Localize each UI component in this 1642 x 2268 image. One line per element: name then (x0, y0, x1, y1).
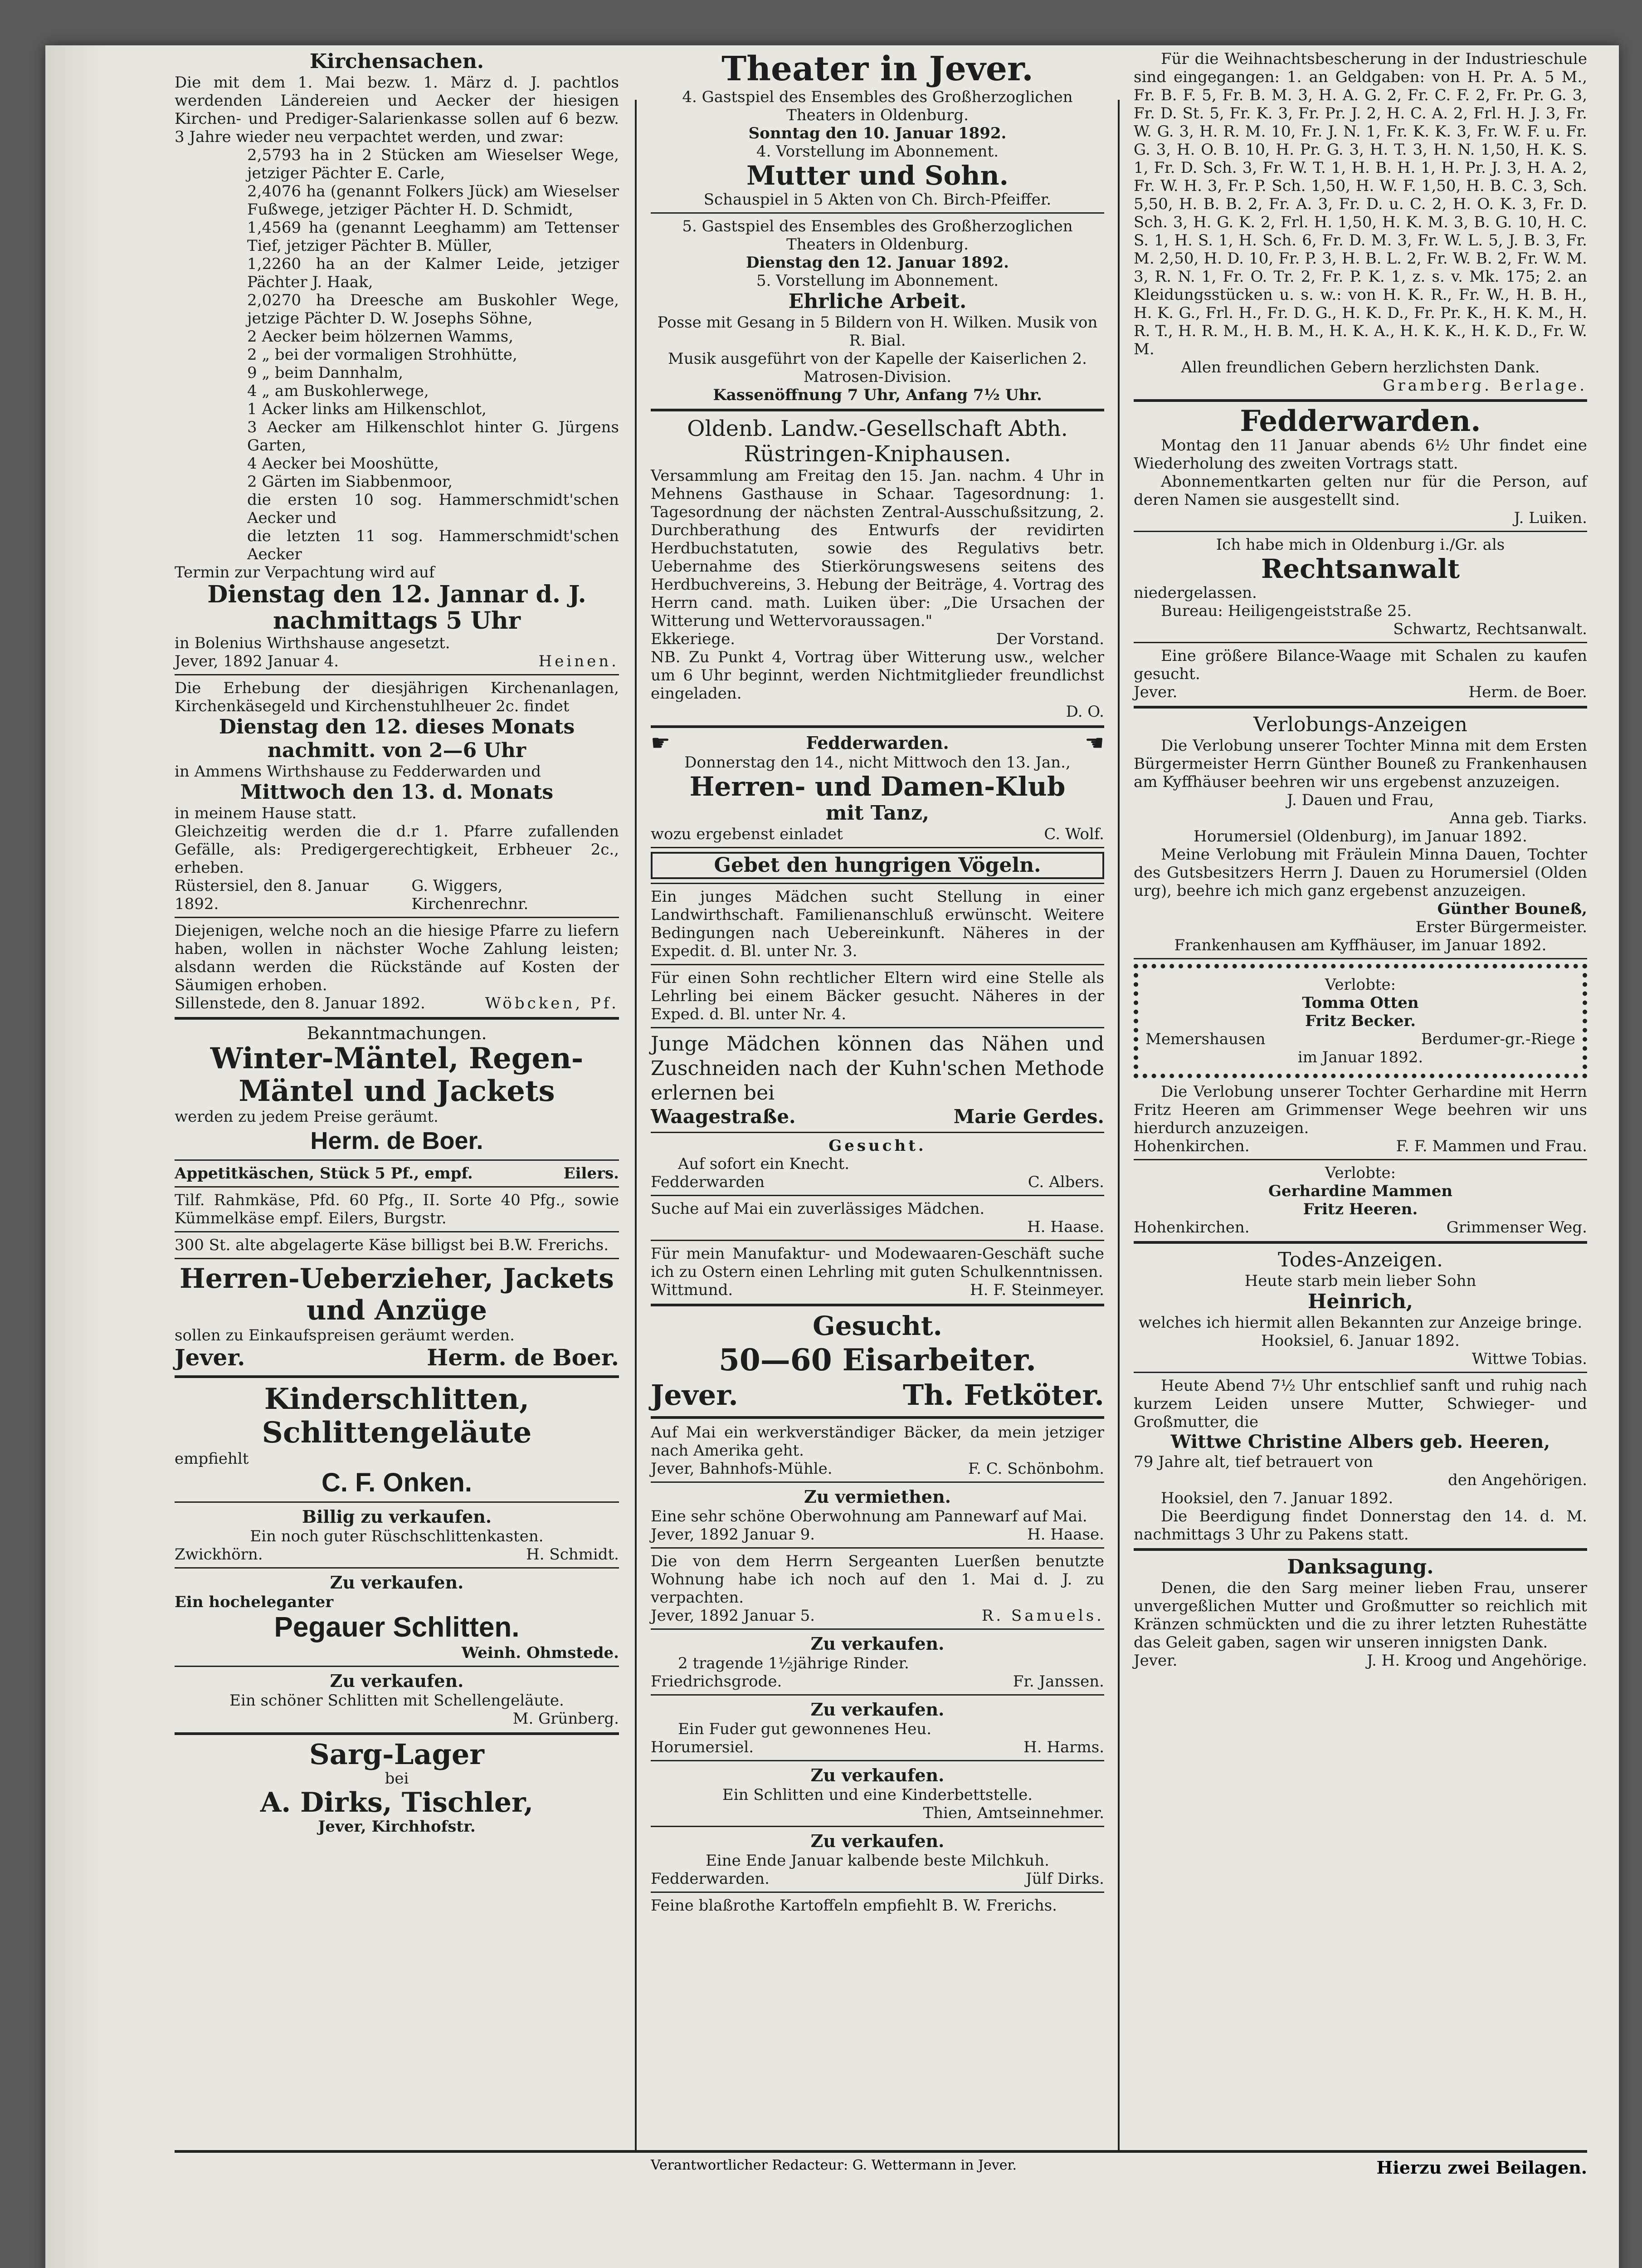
baecker-signature (651, 1460, 1104, 1478)
herren-signature (175, 1344, 619, 1371)
kirchen-signature (175, 652, 619, 670)
kirchen-item: 1,2260 ha an der Kalmer Leide, jetziger Pächter J. Haak, (247, 255, 619, 291)
verlobte-box (1134, 964, 1587, 1078)
fedd-left: wozu ergebenst einladet (651, 825, 843, 843)
kirchen-item: 2,5793 ha in 2 Stücken am Wieselser Wege, jetziger Pächter E. Carle, (247, 146, 619, 182)
kirchen-item: 2,0270 ha Dreesche am Buskohler Wege, jetzige Pächter D. W. Josephs Söhne, (247, 291, 619, 327)
waage-left: Jever. (1134, 683, 1178, 701)
kirchen-item: 1 Acker links am Hilkenschlot, (247, 400, 487, 418)
verk1-title: Zu verkaufen. (330, 1572, 464, 1593)
kirchen-item: 4 „ am Buskohlerwege, (247, 382, 429, 400)
winter-name: Herm. de Boer. (310, 1127, 483, 1154)
anwalt-intro: Ich habe mich in Oldenburg i./Gr. als (1216, 536, 1505, 554)
gast5-abo: 5. Vorstellung im Abonnement. (756, 272, 999, 290)
baecker-left: Jever, Bahnhofs-Mühle. (651, 1460, 833, 1478)
winter-title: Winter-Mäntel, Regen-Mäntel und Jackets (210, 1041, 584, 1108)
oldenb-right: Der Vorstand. (996, 630, 1104, 648)
pointing-hand-icon: ☛ (651, 730, 671, 756)
anwalt-buero: Bureau: Heiligengeiststraße 25. (1161, 602, 1412, 620)
verm-title: Zu vermiethen. (804, 1486, 951, 1507)
fedd3-text2: Abonnementkarten gelten nur für die Person, auf deren Namen sie ausgestellt sind. (1134, 473, 1587, 509)
herren-text: sollen zu Einkaufspreisen geräumt werden. (175, 1326, 515, 1344)
dank-text: Denen, die den Sarg meiner lieben Frau, unserer unvergeßlichen Mutter und Großmutter so reichlich mit Kränzen schmückten und die zu ihrer letzten Ruhestätte das Geleit gaben, sagen wir unseren innigsten Dank. (1134, 1579, 1587, 1652)
box-places (1145, 1030, 1575, 1048)
v3-title: Zu verkaufen. (810, 1765, 945, 1785)
junge-left: Waagestraße. (651, 1105, 796, 1128)
rule (175, 1732, 619, 1735)
kirchen-item: 2 Aecker beim hölzernen Wamms, (247, 327, 513, 346)
rule (651, 409, 1104, 411)
gesucht1-title: Gesucht. (828, 1137, 926, 1155)
box-head: Verlobte: (1325, 976, 1396, 994)
v1-title: Zu verkaufen. (810, 1633, 945, 1654)
verl4-right: Grimmenser Weg. (1446, 1218, 1587, 1237)
column-divider-right (1118, 100, 1120, 2150)
v1-right: Fr. Janssen. (1013, 1672, 1104, 1691)
column-2 (651, 50, 1104, 1915)
rule (651, 1628, 1104, 1630)
tod2-sign: den Angehörigen. (1447, 1471, 1587, 1489)
verl-title: Verlobungs-Anzeigen (1253, 713, 1467, 736)
column-divider-left (635, 100, 637, 2150)
junge-right: Marie Gerdes. (953, 1105, 1104, 1128)
sohn-text: Für einen Sohn rechtlicher Eltern wird eine Stelle als Lehrling bei einem Bäcker gesucht. Näheres in der Exped. d. Bl. unter Nr. 4. (651, 969, 1104, 1023)
v4-right: Jülf Dirks. (1025, 1870, 1104, 1888)
anwalt-title: Rechtsanwalt (1261, 553, 1460, 584)
rule (175, 1567, 619, 1569)
verm-left: Jever, 1892 Januar 9. (651, 1525, 815, 1544)
verl2-text: Meine Verlobung mit Fräulein Minna Dauen, Tochter des Gutsbesitzers Herrn J. Dauen zu Horumersiel (Olden urg), beehre ich mich ganz ergebenst anzuzeigen. (1134, 846, 1587, 900)
rule (1134, 1372, 1587, 1373)
v3-sign: Thien, Amtseinnehmer. (923, 1804, 1104, 1822)
erhebung-sign-right: G. Wiggers, Kirchenrechnr. (411, 877, 529, 913)
kirchen-item: die ersten 10 sog. Hammerschmidt'schen Aecker und (247, 491, 619, 527)
rule (651, 1694, 1104, 1696)
appetit-ad (175, 1164, 619, 1183)
billig-title: Billig zu verkaufen. (302, 1506, 492, 1527)
verl2-sign2: Erster Bürgermeister. (1415, 918, 1587, 936)
manuf-right: H. F. Steinmeyer. (970, 1281, 1104, 1299)
fedd-title: Fedderwarden. (806, 733, 949, 753)
kinder-name: C. F. Onken. (322, 1468, 472, 1497)
tod2-date: Hooksiel, den 7. Januar 1892. (1161, 1489, 1394, 1507)
rule (1134, 706, 1587, 709)
waage-text: Eine größere Bilance-Waage mit Schalen zu kaufen gesucht. (1134, 647, 1587, 683)
sarg-title: Sarg-Lager (309, 1738, 484, 1771)
verk2-title: Zu verkaufen. (330, 1671, 464, 1691)
verm-signature (651, 1525, 1104, 1544)
verl4-signature (1134, 1218, 1587, 1237)
pfarre-sign-right: Wöbcken, Pf. (485, 994, 619, 1012)
oldenb-nb: NB. Zu Punkt 4, Vortrag über Witterung usw., welcher um 6 Uhr beginnt, werden Nichtmitglieder freundlichst eingeladen. (651, 648, 1104, 703)
fedd-signature (651, 825, 1104, 843)
oldenb-title: Oldenb. Landw.-Gesellschaft Abth. Rüstringen-Kniphausen. (687, 416, 1068, 467)
waage-signature (1134, 683, 1587, 701)
fedd-klub: Herren- und Damen-Klub (689, 771, 1066, 802)
sarg-name: A. Dirks, Tischler, (260, 1787, 534, 1818)
verl3-text: Die Verlobung unserer Tochter Gerhardine mit Herrn Fritz Heeren am Grimmenser Wege beehren wir uns hierdurch anzuzeigen. (1134, 1083, 1587, 1137)
verl3-signature (1134, 1137, 1587, 1155)
saecke-text: 300 St. alte abgelagerte Käse billigst bei B.W. Frerichs. (175, 1236, 609, 1254)
sarg-bei: bei (385, 1769, 409, 1788)
verl1-place: Horumersiel (Oldenburg), im Januar 1892. (1194, 827, 1527, 846)
verl1-sign1: J. Dauen und Frau, (1286, 791, 1434, 809)
rule (175, 1501, 619, 1503)
dank-left: Jever. (1134, 1652, 1178, 1670)
anwalt-sign: Schwartz, Rechtsanwalt. (1393, 620, 1587, 638)
dank-title: Danksagung. (1287, 1555, 1434, 1579)
rule (1134, 1548, 1587, 1551)
rule (651, 1481, 1104, 1483)
rule (175, 1375, 619, 1378)
tod-title: Todes-Anzeigen. (1277, 1248, 1443, 1271)
erhebung-text: Gleichzeitig werden die d.r 1. Pfarre zufallenden Gefälle, als: Predigergerechtigkeit, Erbheuer 2c., erheben. (175, 822, 619, 877)
gesucht2-big: 50—60 Eisarbeiter. (718, 1342, 1037, 1378)
waage-right: Herm. de Boer. (1468, 683, 1587, 701)
rule (175, 2150, 1587, 2153)
gesucht2-title: Gesucht. (813, 1310, 942, 1341)
fedd3-text: Montag den 11 Januar abends 6½ Uhr findet eine Wiederholung des zweiten Vortrags statt. (1134, 436, 1587, 473)
rule (175, 1159, 619, 1161)
kirchen-intro: Die mit dem 1. Mai bezw. 1. März d. J. pachtlos werdenden Ländereien und Aecker der hiesigen Kirchen- und Prediger-Salarienkasse sollen auf 6 bezw. 3 Jahre wieder neu verpachtet werden, und zwar: (175, 73, 619, 146)
maedchen-text: Ein junges Mädchen sucht Stellung in einer Landwirthschaft. Familienanschluß erwünscht. Weitere Bedingungen nach Uebereinkunft. Näheres in der Expedit. d. Bl. unter Nr. 3. (651, 888, 1104, 960)
footer-row (175, 2157, 1587, 2180)
rule (651, 212, 1104, 214)
verl2-place: Frankenhausen am Kyffhäuser, im Januar 1892. (1174, 936, 1547, 954)
billig-signature (175, 1545, 619, 1564)
fedd-text: Donnerstag den 14., nicht Mittwoch den 13. Jan., (684, 753, 1071, 772)
rule (651, 1240, 1104, 1241)
v3-text: Ein Schlitten und eine Kinderbettstelle. (722, 1786, 1033, 1804)
billig-left: Zwickhörn. (175, 1545, 263, 1564)
v2-text: Ein Fuder gut gewonnenes Heu. (678, 1720, 932, 1738)
verm-text: Eine sehr schöne Oberwohnung am Pannewarf auf Mai. (651, 1507, 1087, 1525)
v2-right: H. Harms. (1023, 1738, 1104, 1756)
erhebung-date2: Mittwoch den 13. d. Monats (240, 781, 554, 804)
sarg-place: Jever, Kirchhofstr. (318, 1818, 476, 1836)
pointing-hand-icon: ☛ (1084, 730, 1104, 756)
verk1-big: Pegauer Schlitten. (274, 1612, 520, 1643)
kirchen-list (175, 146, 619, 563)
rule (175, 674, 619, 675)
dank-signature (1134, 1652, 1587, 1670)
verl3-right: F. F. Mammen und Frau. (1396, 1137, 1587, 1155)
footer-beilagen: Hierzu zwei Beilagen. (1376, 2157, 1587, 2178)
oldenb-text: Versammlung am Freitag den 15. Jan. nachm. 4 Uhr in Mehnens Gasthause in Schaar. Tagesordnung: 1. Tagesordnung der nächsten Zentral-Ausschußsitzung, 2. Durchberathung des Entwurfs der revidirten Herdbuchstatuten, sowie des Regulativs betr. Uebernahme des Stierkörungswesens seitens des Herdbuchvereins, 3. Hebung der Beiträge, 4. Vortrag des Herrn cand. math. Luiken über: „Die Ursachen der Witterung und Wettervoraussagen." (651, 467, 1104, 630)
oldenb-left: Ekkeriege. (651, 630, 736, 648)
rule (1134, 1241, 1587, 1244)
manuf-text: Für mein Manufaktur- und Modewaaren-Geschäft suche ich zu Ostern einen Lehrling mit guten Schulkenntnissen. (651, 1245, 1104, 1281)
manuf-signature (651, 1281, 1104, 1299)
kirchen-item: 9 „ beim Dannhalm, (247, 364, 404, 382)
gast5-play: Ehrliche Arbeit. (788, 290, 967, 313)
box-name2: Fritz Becker. (1305, 1012, 1416, 1030)
kirchen-item: 4 Aecker bei Mooshütte, (247, 455, 439, 473)
v1-signature (651, 1672, 1104, 1691)
fedd3-sign: J. Luiken. (1514, 509, 1587, 527)
kirchen-item: 2 „ bei der vormaligen Strohhütte, (247, 346, 517, 364)
verk1-text: Ein hocheleganter (175, 1593, 334, 1611)
oldenb-signature (651, 630, 1104, 648)
baecker-right: F. C. Schönbohm. (968, 1460, 1104, 1478)
rule (175, 917, 619, 918)
verl2-sign1: Günther Bouneß, (1437, 900, 1587, 918)
rule (175, 1666, 619, 1667)
v2-left: Horumersiel. (651, 1738, 754, 1756)
rule (651, 883, 1104, 884)
rule (651, 1547, 1104, 1549)
baecker-text: Auf Mai ein werkverständiger Bäcker, da mein jetziger nach Amerika geht. (651, 1423, 1104, 1460)
rule (651, 1195, 1104, 1196)
pfarre-sign-left: Sillenstede, den 8. Januar 1892. (175, 994, 425, 1012)
gesucht2-right: Th. Fetköter. (902, 1378, 1104, 1412)
verm-right: H. Haase. (1027, 1525, 1104, 1544)
herren-title: Herren-Ueberzieher, Jackets und Anzüge (180, 1263, 614, 1326)
gesucht1-right: C. Albers. (1028, 1173, 1104, 1191)
erhebung-intro: Die Erhebung der diesjährigen Kirchenanlagen, Kirchenkäsegeld und Kirchenstuhlheuer 2c. findet (175, 679, 619, 715)
gesucht1-text: Auf sofort ein Knecht. (678, 1155, 850, 1173)
tod1-text: Heute starb mein lieber Sohn (1244, 1272, 1476, 1290)
tod2-text: Heute Abend 7½ Uhr entschlief sanft und ruhig nach kurzem Leiden unsere Mutter, Schwieger- und Großmutter, die (1134, 1377, 1587, 1431)
herren-left: Jever. (175, 1344, 245, 1371)
rule (1134, 1159, 1587, 1160)
serg-signature (651, 1607, 1104, 1625)
rule (651, 1416, 1104, 1419)
verk2-sign: M. Grünberg. (512, 1710, 619, 1728)
v4-title: Zu verkaufen. (810, 1831, 945, 1851)
gast4-desc: Schauspiel in 5 Akten von Ch. Birch-Pfeiffer. (703, 191, 1052, 209)
kirchen-sign-right: Heinen. (538, 652, 619, 670)
fedd-right: C. Wolf. (1044, 825, 1104, 843)
verl4-name2: Fritz Heeren. (1303, 1200, 1418, 1218)
rule (175, 1258, 619, 1259)
gast5-musik: Musik ausgeführt von der Kapelle der Kaiserlichen 2. Matrosen-Division. (668, 350, 1087, 386)
mai-text: Suche auf Mai ein zuverlässiges Mädchen. (651, 1200, 985, 1218)
gesucht1-left: Fedderwarden (651, 1173, 765, 1191)
page-footer (175, 2150, 1587, 2180)
gast5-text: 5. Gastspiel des Ensembles des Großherzoglichen Theaters in Oldenburg. (682, 217, 1073, 254)
v2-signature (651, 1738, 1104, 1756)
rule (1134, 531, 1587, 532)
v1-text: 2 tragende 1½jährige Rinder. (678, 1654, 909, 1672)
pfarre-signature (175, 994, 619, 1012)
verl1-text: Die Verlobung unserer Tochter Minna mit dem Ersten Bürgermeister Herrn Günther Bouneß zu Frankenhausen am Kyffhäuser beehren wir uns ergebenst anzuzeigen. (1134, 737, 1587, 791)
weihn-sign: Gramberg. Berlage. (1383, 376, 1587, 395)
kirchen-place: in Bolenius Wirthshause angesetzt. (175, 634, 450, 652)
box-name1: Tomma Otten (1302, 994, 1419, 1012)
kirchen-item: 3 Aecker am Hilkenschlot hinter G. Jürgens Garten, (247, 418, 619, 455)
erhebung-signature (175, 877, 619, 913)
rule (1134, 958, 1587, 959)
manuf-left: Wittmund. (651, 1281, 733, 1299)
gast4-text: 4. Gastspiel des Ensembles des Großherzoglichen Theaters in Oldenburg. (682, 88, 1073, 124)
weihn-text: Für die Weihnachtsbescherung in der Industrieschule sind eingegangen: 1. an Geldgaben: von H. Pr. A. 5 M., Fr. B. F. 5, Fr. B. M. 3, H. A. G. 2, Fr. C. F. 2, Fr. Pr. G. 3, Fr. D. St. 5, Fr. K. 3, Fr. Pr. J. 2, H. C. A. 2, Frl. H. J. 3, Fr. W. G. 3, H. R. M. 10, Fr. J. N. 1, Fr. K. K. 3, Fr. W. F. u. Fr. G. 3, H. O. B. 10, H. Pr. G. 3, H. T. 3, H. N. 1,50, H. K. S. 1, Fr. D. Sch. 3, Fr. W. T. 1, H. B. H. 1, H. Pr. J. 3, H. A. 2, Fr. W. H. 3, Fr. P. Sch. 1,50, H. W. F. 1,50, H. B. C. 3, Sch. 5,50, H. B. B. 2, Fr. A. 3, Fr. D. u. C. 2, H. O. K. 3, Fr. D. Sch. 3, H. G. K. 2, Frl. H. 1,50, H. K. M. 3, B. G. 10, H. C. S. 1, H. S. 1, H. Sch. 6, Fr. D. M. 3, Fr. W. L. 5, J. B. 3, Fr. M. 2,50, H. D. 10, Fr. P. 3, H. B. L. 2, Fr. W. B. 2, Fr. W. M. 3, R. N. 1, Fr. O. Tr. 2, Fr. P. K. 1, z. s. v. Mk. 175; 2. an Kleidungsstücken u. s. w.: von H. K. R., Fr. W., H. B. H., H. K. G., Frl. H., Fr. D. G., H. K. D., Fr. Pr. K., H. K. M., H. R. T., H. R. M., H. B. M., H. K. A., H. K. K., H. K. D., Fr. W. M. (1134, 50, 1587, 358)
kinder-text: empfiehlt (175, 1450, 249, 1468)
kirchen-item: 1,4569 ha (genannt Leeghamm) am Tettenser Tief, jetziger Pächter B. Müller, (247, 219, 619, 255)
bekanntmachungen-heading: Bekanntmachungen. (307, 1023, 487, 1043)
box-left: Memershausen (1145, 1030, 1266, 1048)
box-date: im Januar 1892. (1297, 1048, 1423, 1066)
winter-text: werden zu jedem Preise geräumt. (175, 1108, 439, 1126)
billig-text: Ein noch guter Rüschschlittenkasten. (250, 1527, 544, 1545)
v4-text: Eine Ende Januar kalbende beste Milchkuh. (706, 1852, 1049, 1870)
rule (651, 847, 1104, 848)
column-3 (1134, 50, 1587, 1670)
rule (651, 1304, 1104, 1306)
kirchen-item: 2 Gärten im Siabbenmoor, (247, 473, 453, 491)
rule (175, 1186, 619, 1188)
verl4-head: Verlobte: (1325, 1164, 1396, 1182)
tod2-text3: Die Beerdigung findet Donnerstag den 14. d. M. nachmittags 3 Uhr zu Pakens statt. (1134, 1507, 1587, 1544)
kinder-title: Kinderschlitten, Schlittengeläute (262, 1382, 532, 1450)
kirchen-termin: Termin zur Verpachtung wird auf (175, 563, 435, 582)
serg-right: R. Samuels. (981, 1607, 1104, 1625)
oldenb-nb-sign: D. O. (1066, 703, 1104, 721)
kasse-text: Kassenöffnung 7 Uhr, Anfang 7½ Uhr. (713, 386, 1042, 404)
billig-right: H. Schmidt. (526, 1545, 619, 1564)
rule (651, 1760, 1104, 1761)
gesucht2-signature (651, 1379, 1104, 1412)
anwalt-text: niedergelassen. (1134, 584, 1257, 602)
tod2-name: Wittwe Christine Albers geb. Heeren, (1170, 1431, 1550, 1452)
box-right: Berdumer-gr.-Riege (1421, 1030, 1575, 1048)
tod1-sign: Wittwe Tobias. (1471, 1350, 1587, 1368)
v4-signature (651, 1870, 1104, 1888)
verl4-name1: Gerhardine Mammen (1268, 1182, 1453, 1200)
kirchen-item: die letzten 11 sog. Hammerschmidt'schen Aecker (247, 527, 619, 563)
herren-right: Herm. de Boer. (427, 1344, 619, 1371)
tilf-text: Tilf. Rahmkäse, Pfd. 60 Pfg., II. Sorte 40 Pfg., sowie Kümmelkäse empf. Eilers, Burgstr. (175, 1191, 619, 1227)
tod1-text2: welches ich hiermit allen Bekannten zur Anzeige bringe. (1138, 1314, 1583, 1332)
kirchen-item: 2,4076 ha (genannt Folkers Jück) am Wieselser Fußwege, jetziger Pächter H. D. Schmidt, (247, 182, 619, 219)
kartoffeln-text: Feine blaßrothe Kartoffeln empfiehlt B. W. Frerichs. (651, 1897, 1057, 1915)
page-binding-edge (45, 45, 109, 2268)
gesucht1-signature (651, 1173, 1104, 1191)
erhebung-date1: Dienstag den 12. dieses Monats nachmitt. von 2—6 Uhr (219, 715, 575, 762)
pfarre-text: Diejenigen, welche noch an die hiesige Pfarre zu liefern haben, wollen in nächster Woche Zahlung leisten; alsdann werden die Rückstände auf Kosten der Säumigen erhoben. (175, 922, 619, 994)
dank-right: J. H. Kroog und Angehörige. (1367, 1652, 1587, 1670)
gast4-date: Sonntag den 10. Januar 1892. (748, 124, 1007, 142)
rule (651, 964, 1104, 965)
rule (1134, 642, 1587, 643)
mai-sign: H. Haase. (1027, 1218, 1104, 1236)
rule (651, 1132, 1104, 1133)
fedd-tanz: mit Tanz, (825, 802, 930, 825)
tod1-name: Heinrich, (1307, 1290, 1413, 1313)
verk2-text: Ein schöner Schlitten mit Schellengeläute. (229, 1691, 564, 1710)
column-1 (175, 50, 619, 1836)
rule (651, 1826, 1104, 1827)
tod2-text2: 79 Jahre alt, tief betrauert von (1134, 1453, 1373, 1471)
weihn-thanks: Allen freundlichen Gebern herzlichsten Dank. (1181, 358, 1540, 376)
erhebung-place1: in Ammens Wirthshause zu Fedderwarden und (175, 763, 541, 781)
v1-left: Friedrichsgrode. (651, 1672, 782, 1691)
gast4-abo: 4. Vorstellung im Abonnement. (756, 142, 999, 161)
kirchen-sign-left: Jever, 1892 Januar 4. (175, 652, 339, 670)
erhebung-sign-left: Rüstersiel, den 8. Januar 1892. (175, 877, 369, 913)
verk1-sign: Weinh. Ohmstede. (461, 1644, 619, 1662)
appetit-right: Eilers. (563, 1164, 619, 1183)
appetit-left: Appetitkäschen, Stück 5 Pf., empf. (175, 1164, 473, 1183)
verl3-left: Hohenkirchen. (1134, 1137, 1250, 1155)
junge-signature (651, 1105, 1104, 1128)
gebet-heading: Gebet den hungrigen Vögeln. (651, 852, 1104, 879)
theater-title: Theater in Jever. (721, 49, 1033, 88)
v2-title: Zu verkaufen. (810, 1699, 945, 1720)
rule (175, 1231, 619, 1232)
rule (651, 1892, 1104, 1893)
gast5-desc: Posse mit Gesang in 5 Bildern von H. Wilken. Musik von R. Bial. (657, 313, 1098, 350)
v4-left: Fedderwarden. (651, 1870, 770, 1888)
verl1-sign2: Anna geb. Tiarks. (1449, 809, 1587, 827)
gast5-date: Dienstag den 12. Januar 1892. (746, 254, 1009, 272)
erhebung-place2: in meinem Hause statt. (175, 804, 357, 822)
rule (651, 1027, 1104, 1028)
serg-text: Die von dem Herrn Sergeanten Luerßen benutzte Wohnung habe ich noch auf den 1. Mai d. J. zu verpachten. (651, 1552, 1104, 1607)
serg-left: Jever, 1892 Januar 5. (651, 1607, 815, 1625)
tod1-date: Hooksiel, 6. Januar 1892. (1261, 1332, 1460, 1350)
junge-text: Junge Mädchen können das Nähen und Zuschneiden nach der Kuhn'schen Methode erlernen bei (651, 1032, 1104, 1105)
rule (651, 725, 1104, 728)
verl4-left: Hohenkirchen. (1134, 1218, 1250, 1237)
fedd-header (651, 730, 1104, 756)
kirchen-title: Kirchensachen. (309, 50, 484, 73)
footer-redakteur: Verantwortlicher Redacteur: G. Wettermann in Jever. (651, 2157, 1017, 2173)
gesucht2-left: Jever. (651, 1378, 738, 1412)
rule (1134, 399, 1587, 402)
gast4-play: Mutter und Sohn. (746, 160, 1009, 191)
fedd3-title: Fedderwarden. (1240, 404, 1481, 438)
rule (175, 1017, 619, 1020)
kirchen-date: Dienstag den 12. Jannar d. J. nachmittags 5 Uhr (207, 581, 586, 635)
